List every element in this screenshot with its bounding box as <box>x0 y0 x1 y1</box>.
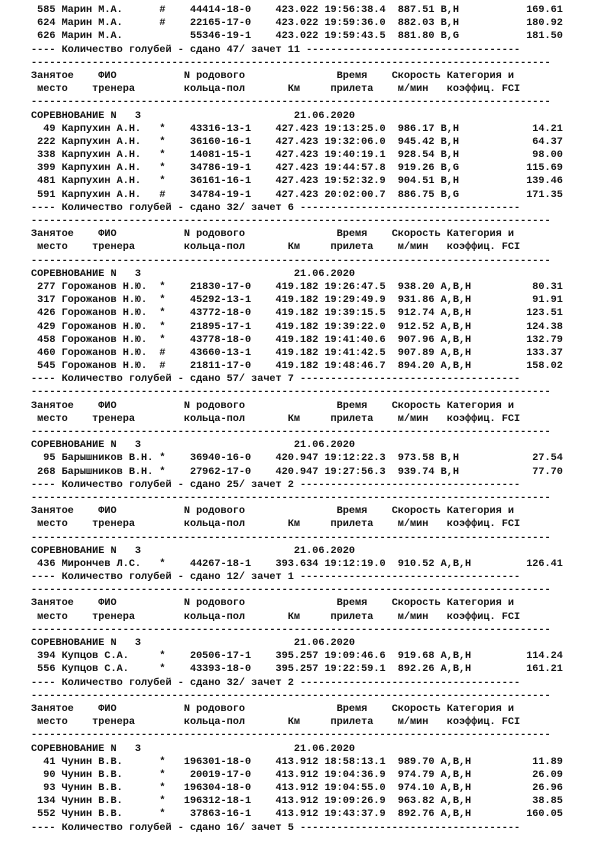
text-line: Занятое ФИО N родового Время Скорость Категория и <box>31 598 514 610</box>
text-line: СОРЕВНОВАНИЕ N 3 21.06.2020 <box>31 268 356 280</box>
text-line: ------------------------------------------------------------------------------------- <box>31 585 551 597</box>
text-line: ------------------------------------------------------------------------------------- <box>31 624 551 636</box>
text-line: ------------------------------------------------------------------------------------- <box>31 532 551 544</box>
text-line: СОРЕВНОВАНИЕ N 3 21.06.2020 <box>31 545 356 557</box>
text-line: ------------------------------------------------------------------------------------- <box>31 427 551 438</box>
text-line: ------------------------------------------------------------------------------------- <box>31 216 551 227</box>
text-line: 222 Карпухин А.Н. * 36160-16-1 427.423 19:32:06.0 945.42 B,H 64.37 <box>31 136 563 148</box>
text-line: 41 Чунин В.В. * 196301-18-0 413.912 18:58:13.1 989.70 A,B,H 11.89 <box>31 756 563 768</box>
text-line: Занятое ФИО N родового Время Скорость Категория и <box>31 400 514 412</box>
text-line: 277 Горожанов Н.Ю. * 21830-17-0 419.182 19:26:47.5 938.20 A,B,H 80.31 <box>31 281 563 293</box>
text-line: 429 Горожанов Н.Ю. * 21895-17-1 419.182 19:39:22.0 912.52 A,B,H 124.38 <box>31 321 563 333</box>
text-line: Занятое ФИО N родового Время Скорость Категория и <box>31 506 514 518</box>
text-line: ------------------------------------------------------------------------------------- <box>31 492 551 504</box>
text-line: 90 Чунин В.В. * 20019-17-0 413.912 19:04:36.9 974.79 A,B,H 26.09 <box>31 769 563 781</box>
text-line: 436 Мирончев Л.С. * 44267-18-1 393.634 19:12:19.0 910.52 A,B,H 126.41 <box>31 558 563 570</box>
text-line: 95 Барышников В.Н. * 36940-16-0 420.947 19:12:22.3 973.58 B,H 27.54 <box>31 453 563 465</box>
text-line: 317 Горожанов Н.Ю. * 45292-13-1 419.182 19:29:49.9 931.86 A,B,H 91.91 <box>31 295 563 307</box>
text-line: ------------------------------------------------------------------------------------- <box>31 690 551 702</box>
text-line: 556 Купцов С.А. * 43393-18-0 395.257 19:22:59.1 892.26 A,B,H 161.21 <box>31 664 563 676</box>
text-line: 394 Купцов С.А. * 20506-17-1 395.257 19:09:46.6 919.68 A,B,H 114.24 <box>31 651 563 663</box>
text-line: 426 Горожанов Н.Ю. * 43772-18-0 419.182 19:39:15.5 912.74 A,B,H 123.51 <box>31 308 563 320</box>
text-line: СОРЕВНОВАНИЕ N 3 21.06.2020 <box>31 638 356 649</box>
text-line: ---- Количество голубей - сдано 57/ зачет 7 ------------------------------------ <box>31 374 521 386</box>
text-line: ---- Количество голубей - сдано 12/ зачет 1 ------------------------------------ <box>31 572 521 584</box>
text-line: 458 Горожанов Н.Ю. * 43778-18-0 419.182 19:41:40.6 907.96 A,B,H 132.79 <box>31 334 563 346</box>
text-line: 481 Карпухин А.Н. * 36161-16-1 427.423 19:52:32.9 904.51 B,H 139.46 <box>31 176 563 188</box>
text-line: 49 Карпухин А.Н. * 43316-13-1 427.423 19:13:25.0 986.17 B,H 14.21 <box>31 123 563 135</box>
text-line: 268 Барышников В.Н. * 27962-17-0 420.947 19:27:56.3 939.74 B,H 77.70 <box>31 466 563 478</box>
text-line: 624 Марин М.А. # 22165-17-0 423.022 19:59:36.0 882.03 B,H 180.92 <box>31 18 563 30</box>
text-line: ------------------------------------------------------------------------------------- <box>31 730 551 742</box>
text-line: Занятое ФИО N родового Время Скорость Категория и <box>31 229 514 241</box>
text-line: Занятое ФИО N родового Время Скорость Категория и <box>31 70 514 82</box>
text-line: место тренера кольца-пол Км прилета м/мин коэффиц. FCI <box>31 84 521 96</box>
text-line: ------------------------------------------------------------------------------------- <box>31 387 551 399</box>
text-line: 338 Карпухин А.Н. * 14081-15-1 427.423 19:40:19.1 928.54 B,H 98.00 <box>31 150 563 162</box>
text-line: 399 Карпухин А.Н. * 34786-19-1 427.423 19:44:57.8 919.26 B,G 115.69 <box>31 163 563 175</box>
text-line: СОРЕВНОВАНИЕ N 3 21.06.2020 <box>31 440 356 452</box>
text-line: Занятое ФИО N родового Время Скорость Категория и <box>31 703 514 715</box>
text-line: место тренера кольца-пол Км прилета м/мин коэффиц. FCI <box>31 413 521 425</box>
text-line: 591 Карпухин А.Н. # 34784-19-1 427.423 20:02:00.7 886.75 B,G 171.35 <box>31 189 563 201</box>
text-line: место тренера кольца-пол Км прилета м/мин коэффиц. FCI <box>31 242 521 254</box>
text-line: ------------------------------------------------------------------------------------- <box>31 97 551 109</box>
text-line: место тренера кольца-пол Км прилета м/мин коэффиц. FCI <box>31 519 521 531</box>
text-line: 552 Чунин В.В. * 37863-16-1 413.912 19:43:37.9 892.76 A,B,H 160.05 <box>31 809 563 821</box>
text-line: 626 Марин М.А. 55346-19-1 423.022 19:59:43.5 881.80 B,G 181.50 <box>31 31 563 43</box>
text-line: СОРЕВНОВАНИЕ N 3 21.06.2020 <box>31 110 356 122</box>
text-line: ---- Количество голубей - сдано 32/ зачет 6 ------------------------------------ <box>31 202 521 214</box>
text-line: ------------------------------------------------------------------------------------- <box>31 57 551 69</box>
text-line: СОРЕВНОВАНИЕ N 3 21.06.2020 <box>31 743 356 755</box>
text-line: 460 Горожанов Н.Ю. # 43660-13-1 419.182 19:41:42.5 907.89 A,B,H 133.37 <box>31 347 563 359</box>
text-line: ---- Количество голубей - сдано 25/ зачет 2 ------------------------------------ <box>31 479 521 491</box>
text-line: 545 Горожанов Н.Ю. # 21811-17-0 419.182 19:48:46.7 894.20 A,B,H 158.02 <box>31 361 563 373</box>
text-line: место тренера кольца-пол Км прилета м/мин коэффиц. FCI <box>31 717 521 729</box>
text-line: ---- Количество голубей - сдано 47/ зачет 11 ----------------------------------- <box>31 44 521 56</box>
text-line: ------------------------------------------------------------------------------------- <box>31 255 551 267</box>
text-line: ---- Количество голубей - сдано 16/ зачет 5 ------------------------------------ <box>31 822 521 834</box>
text-line: место тренера кольца-пол Км прилета м/мин коэффиц. FCI <box>31 611 521 623</box>
text-line: ---- Количество голубей - сдано 32/ зачет 2 ------------------------------------ <box>31 677 521 689</box>
text-line: 585 Марин М.А. # 44414-18-0 423.022 19:56:38.4 887.51 B,H 169.61 <box>31 5 563 16</box>
text-line: 93 Чунин В.В. * 196304-18-0 413.912 19:04:55.0 974.10 A,B,H 26.96 <box>31 783 563 795</box>
text-line: 134 Чунин В.В. * 196312-18-1 413.912 19:09:26.9 963.82 A,B,H 38.85 <box>31 796 563 808</box>
